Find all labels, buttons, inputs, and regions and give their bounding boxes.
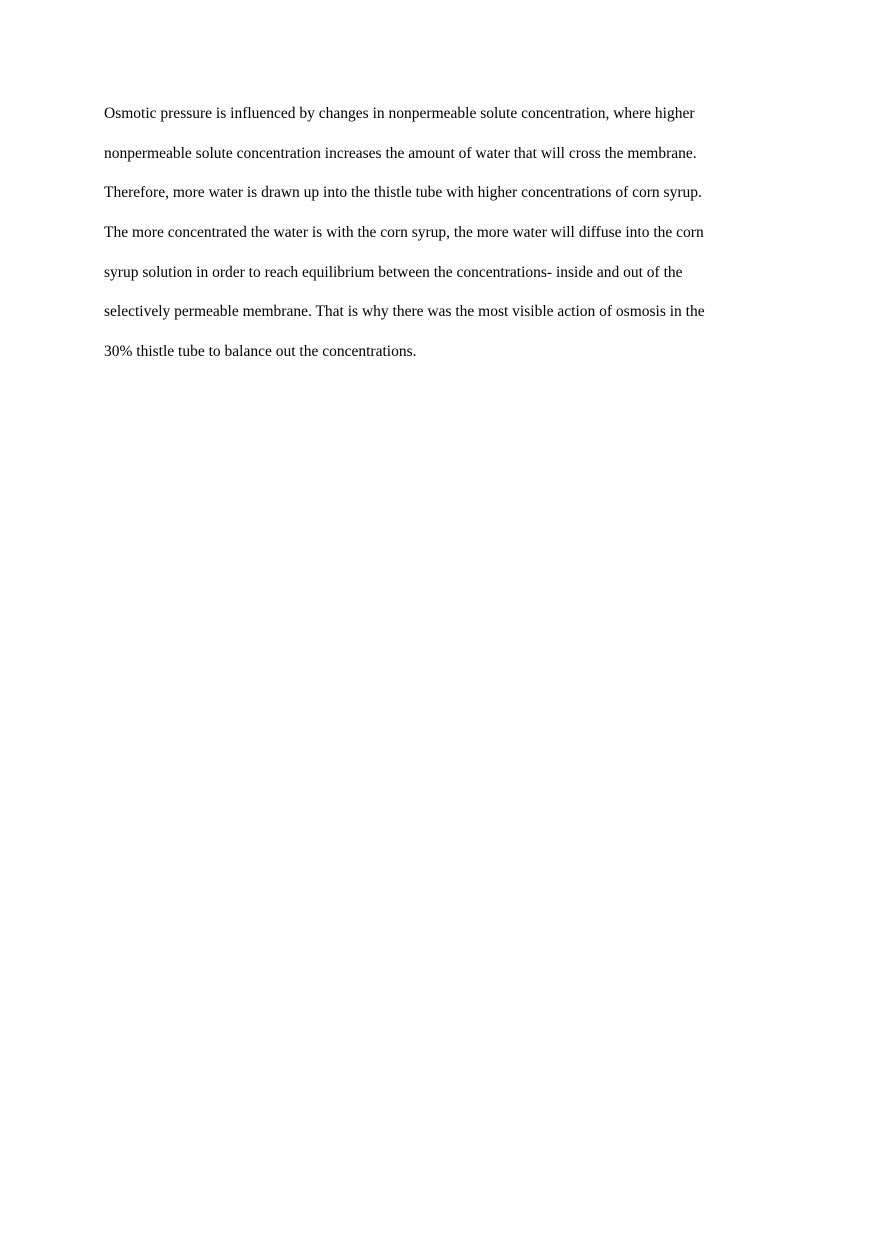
paragraph-line: Therefore, more water is drawn up into the thistle tube with higher concentrations of corn syrup.: [104, 184, 702, 202]
paragraph-line: nonpermeable solute concentration increases the amount of water that will cross the membrane.: [104, 144, 697, 162]
paragraph-line: The more concentrated the water is with the corn syrup, the more water will diffuse into the corn: [104, 224, 704, 242]
body-paragraph: [104, 101, 804, 379]
paragraph-line: Osmotic pressure is influenced by changes in nonpermeable solute concentration, where higher: [104, 105, 695, 122]
paragraph-line: 30% thistle tube to balance out the concentrations.: [104, 343, 417, 361]
paragraph-line: selectively permeable membrane. That is why there was the most visible action of osmosis in the: [104, 303, 705, 321]
paragraph-line: syrup solution in order to reach equilibrium between the concentrations- inside and out of the: [104, 263, 683, 281]
